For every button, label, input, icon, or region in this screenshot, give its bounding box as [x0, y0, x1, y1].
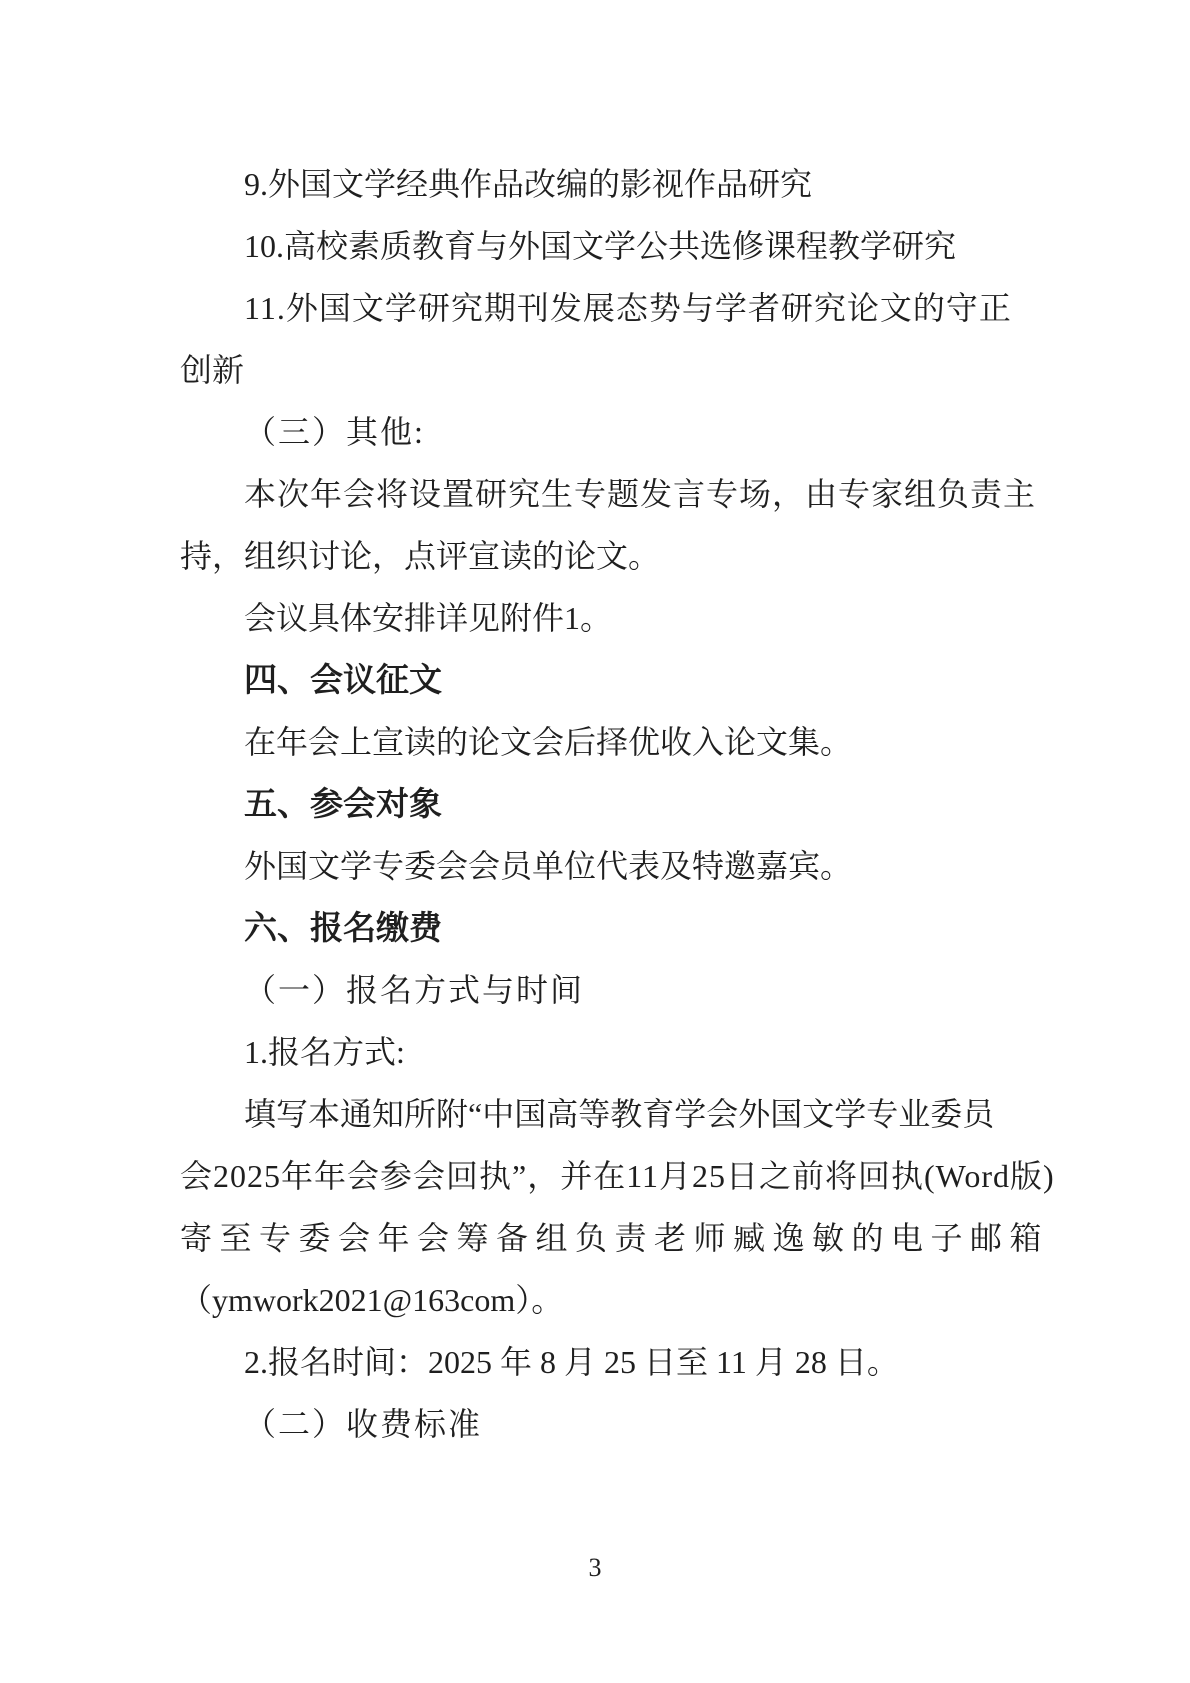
paragraph-call-for-papers: 在年会上宣读的论文会后择优收入论文集。 — [244, 724, 853, 760]
page-number: 3 — [588, 1553, 602, 1582]
subheading-registration-method-time: （一）报名方式与时间 — [244, 972, 585, 1008]
paragraph-registration-method-line3: 寄至专委会年会筹备组负责老师臧逸敏的电子邮箱 — [180, 1220, 1050, 1256]
subheading-fee-standard: （二）收费标准 — [244, 1406, 483, 1442]
subheading-other: （三）其他: — [244, 414, 425, 450]
paragraph-participants: 外国文学专委会会员单位代表及特邀嘉宾。 — [244, 848, 853, 884]
paragraph-registration-method-line2: 会2025年年会参会回执”，并在11月25日之前将回执(Word版) — [180, 1158, 1055, 1194]
paragraph-grad-session-continuation: 持，组织讨论，点评宣读的论文。 — [180, 538, 661, 574]
paragraph-registration-time: 2.报名时间：2025 年 8 月 25 日至 11 月 28 日。 — [244, 1344, 899, 1380]
document-body — [180, 153, 1055, 1455]
list-item-topic-10: 10.高校素质教育与外国文学公共选修课程教学研究 — [244, 228, 957, 264]
list-item-topic-11-continuation: 创新 — [180, 352, 245, 388]
list-item-topic-9: 9.外国文学经典作品改编的影视作品研究 — [244, 166, 813, 202]
paragraph-agenda-note: 会议具体安排详见附件1。 — [244, 600, 613, 636]
section-heading-participants: 五、参会对象 — [244, 785, 442, 822]
paragraph-grad-session: 本次年会将设置研究生专题发言专场，由专家组负责主 — [244, 476, 1037, 512]
section-heading-call-for-papers: 四、会议征文 — [244, 661, 442, 698]
paragraph-email-address: （ymwork2021@163com）。 — [180, 1282, 564, 1318]
list-item-topic-11: 11.外国文学研究期刊发展态势与学者研究论文的守正 — [244, 290, 1012, 326]
paragraph-registration-method-line1: 填写本通知所附“中国高等教育学会外国文学专业委员 — [244, 1096, 995, 1132]
section-heading-registration-fee: 六、报名缴费 — [244, 909, 442, 946]
paragraph-registration-method-label: 1.报名方式: — [244, 1034, 405, 1070]
